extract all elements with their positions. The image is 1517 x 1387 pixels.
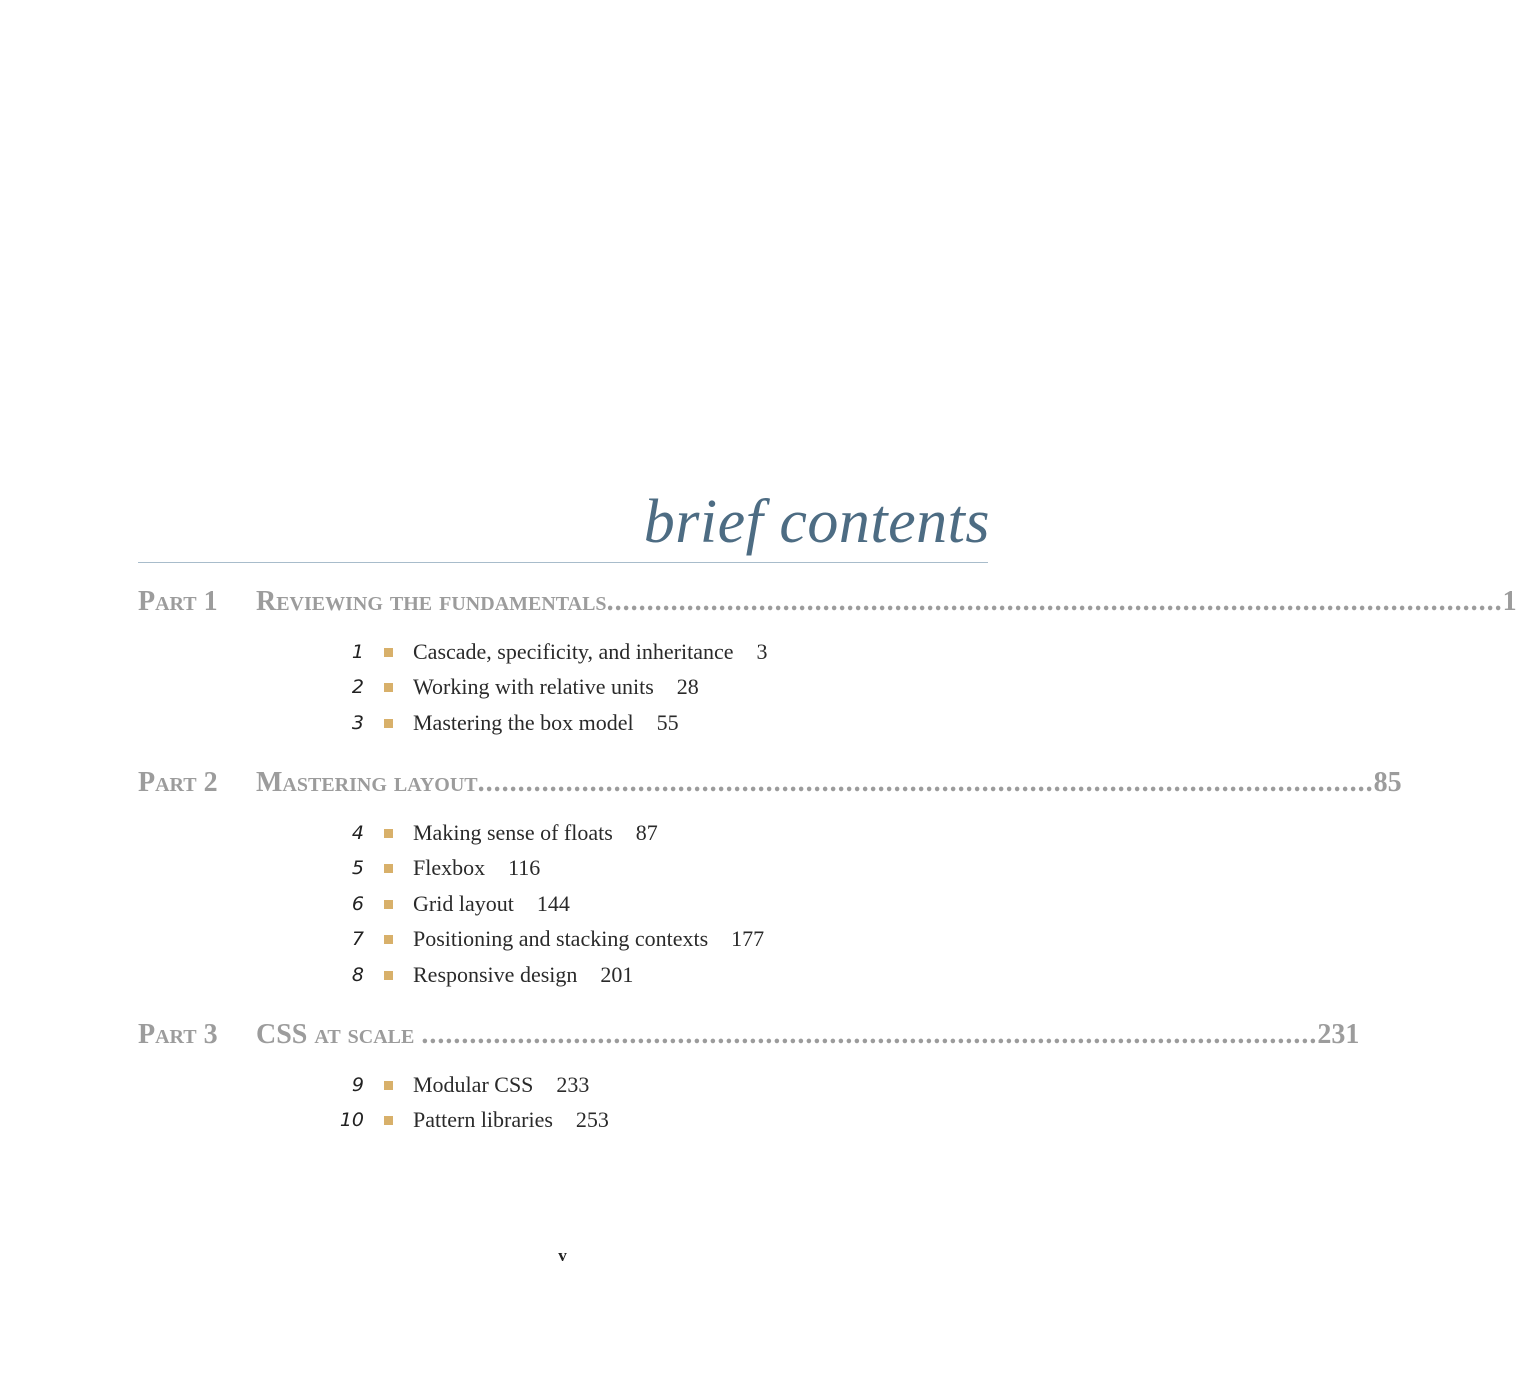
chapter-title: Modular CSS <box>413 1072 534 1097</box>
chapter-entry <box>320 889 570 919</box>
chapter-entry <box>320 708 679 738</box>
chapter-number: 5 <box>351 857 364 879</box>
part-label: Part 1 <box>138 586 218 617</box>
chapter-number: 9 <box>351 1074 364 1096</box>
chapter-number: 6 <box>351 893 364 915</box>
dot-leader: ................................................................................................................ <box>606 586 1503 617</box>
chapter-entry <box>320 1105 609 1135</box>
chapter-number: 4 <box>351 822 364 844</box>
chapter-title: Mastering the box model <box>413 710 634 735</box>
chapter-number: 2 <box>351 676 364 698</box>
chapter-page-number: 177 <box>731 926 765 951</box>
chapter-number: 1 <box>351 641 364 663</box>
part-heading <box>138 767 1402 803</box>
chapter-number: 7 <box>351 928 364 950</box>
part-title: CSS at scale <box>256 1019 422 1050</box>
part-title: Mastering layout <box>256 767 478 798</box>
square-bullet-icon <box>384 1116 393 1125</box>
chapter-page-number: 253 <box>575 1107 609 1132</box>
dot-leader: ................................................................................................................ <box>421 1019 1318 1050</box>
part-page-number: 231 <box>1317 1019 1360 1050</box>
chapter-number: 10 <box>339 1109 364 1131</box>
part-page-number: 85 <box>1373 767 1402 798</box>
chapter-page-number: 201 <box>600 962 634 987</box>
chapter-entry <box>320 1070 589 1100</box>
square-bullet-icon <box>384 864 393 873</box>
chapter-title: Flexbox <box>413 855 486 880</box>
chapter-page-number: 28 <box>676 674 699 699</box>
part-label: Part 3 <box>138 1019 218 1050</box>
chapter-page-number: 3 <box>756 639 768 664</box>
chapter-entry <box>320 637 767 667</box>
part-heading <box>138 1019 1360 1055</box>
chapter-entry <box>320 818 658 848</box>
chapter-title: Pattern libraries <box>413 1107 553 1132</box>
chapter-page-number: 144 <box>536 891 570 916</box>
chapter-title: Grid layout <box>413 891 514 916</box>
square-bullet-icon <box>384 683 393 692</box>
chapter-title: Responsive design <box>413 962 578 987</box>
page-title: brief contents <box>643 488 990 556</box>
chapter-title: Positioning and stacking contexts <box>413 926 709 951</box>
square-bullet-icon <box>384 900 393 909</box>
chapter-title: Cascade, specificity, and inheritance <box>413 639 734 664</box>
chapter-page-number: 87 <box>635 820 658 845</box>
chapter-page-number: 116 <box>508 855 541 880</box>
title-rule <box>138 562 988 563</box>
square-bullet-icon <box>384 1081 393 1090</box>
chapter-title: Making sense of floats <box>413 820 613 845</box>
part-label: Part 2 <box>138 767 218 798</box>
chapter-page-number: 233 <box>556 1072 590 1097</box>
part-page-number: 1 <box>1502 586 1517 617</box>
chapter-title: Working with relative units <box>413 674 654 699</box>
chapter-number: 3 <box>351 712 364 734</box>
part-heading <box>138 586 1517 622</box>
square-bullet-icon <box>384 971 393 980</box>
square-bullet-icon <box>384 829 393 838</box>
page-folio: v <box>558 1246 567 1265</box>
chapter-number: 8 <box>351 964 364 986</box>
chapter-entry <box>320 924 764 954</box>
square-bullet-icon <box>384 935 393 944</box>
square-bullet-icon <box>384 719 393 728</box>
chapter-entry <box>320 853 540 883</box>
square-bullet-icon <box>384 648 393 657</box>
chapter-page-number: 55 <box>656 710 679 735</box>
chapter-entry <box>320 672 699 702</box>
part-title: Reviewing the fundamentals <box>256 586 607 617</box>
dot-leader: ................................................................................................................ <box>477 767 1374 798</box>
chapter-entry <box>320 960 633 990</box>
